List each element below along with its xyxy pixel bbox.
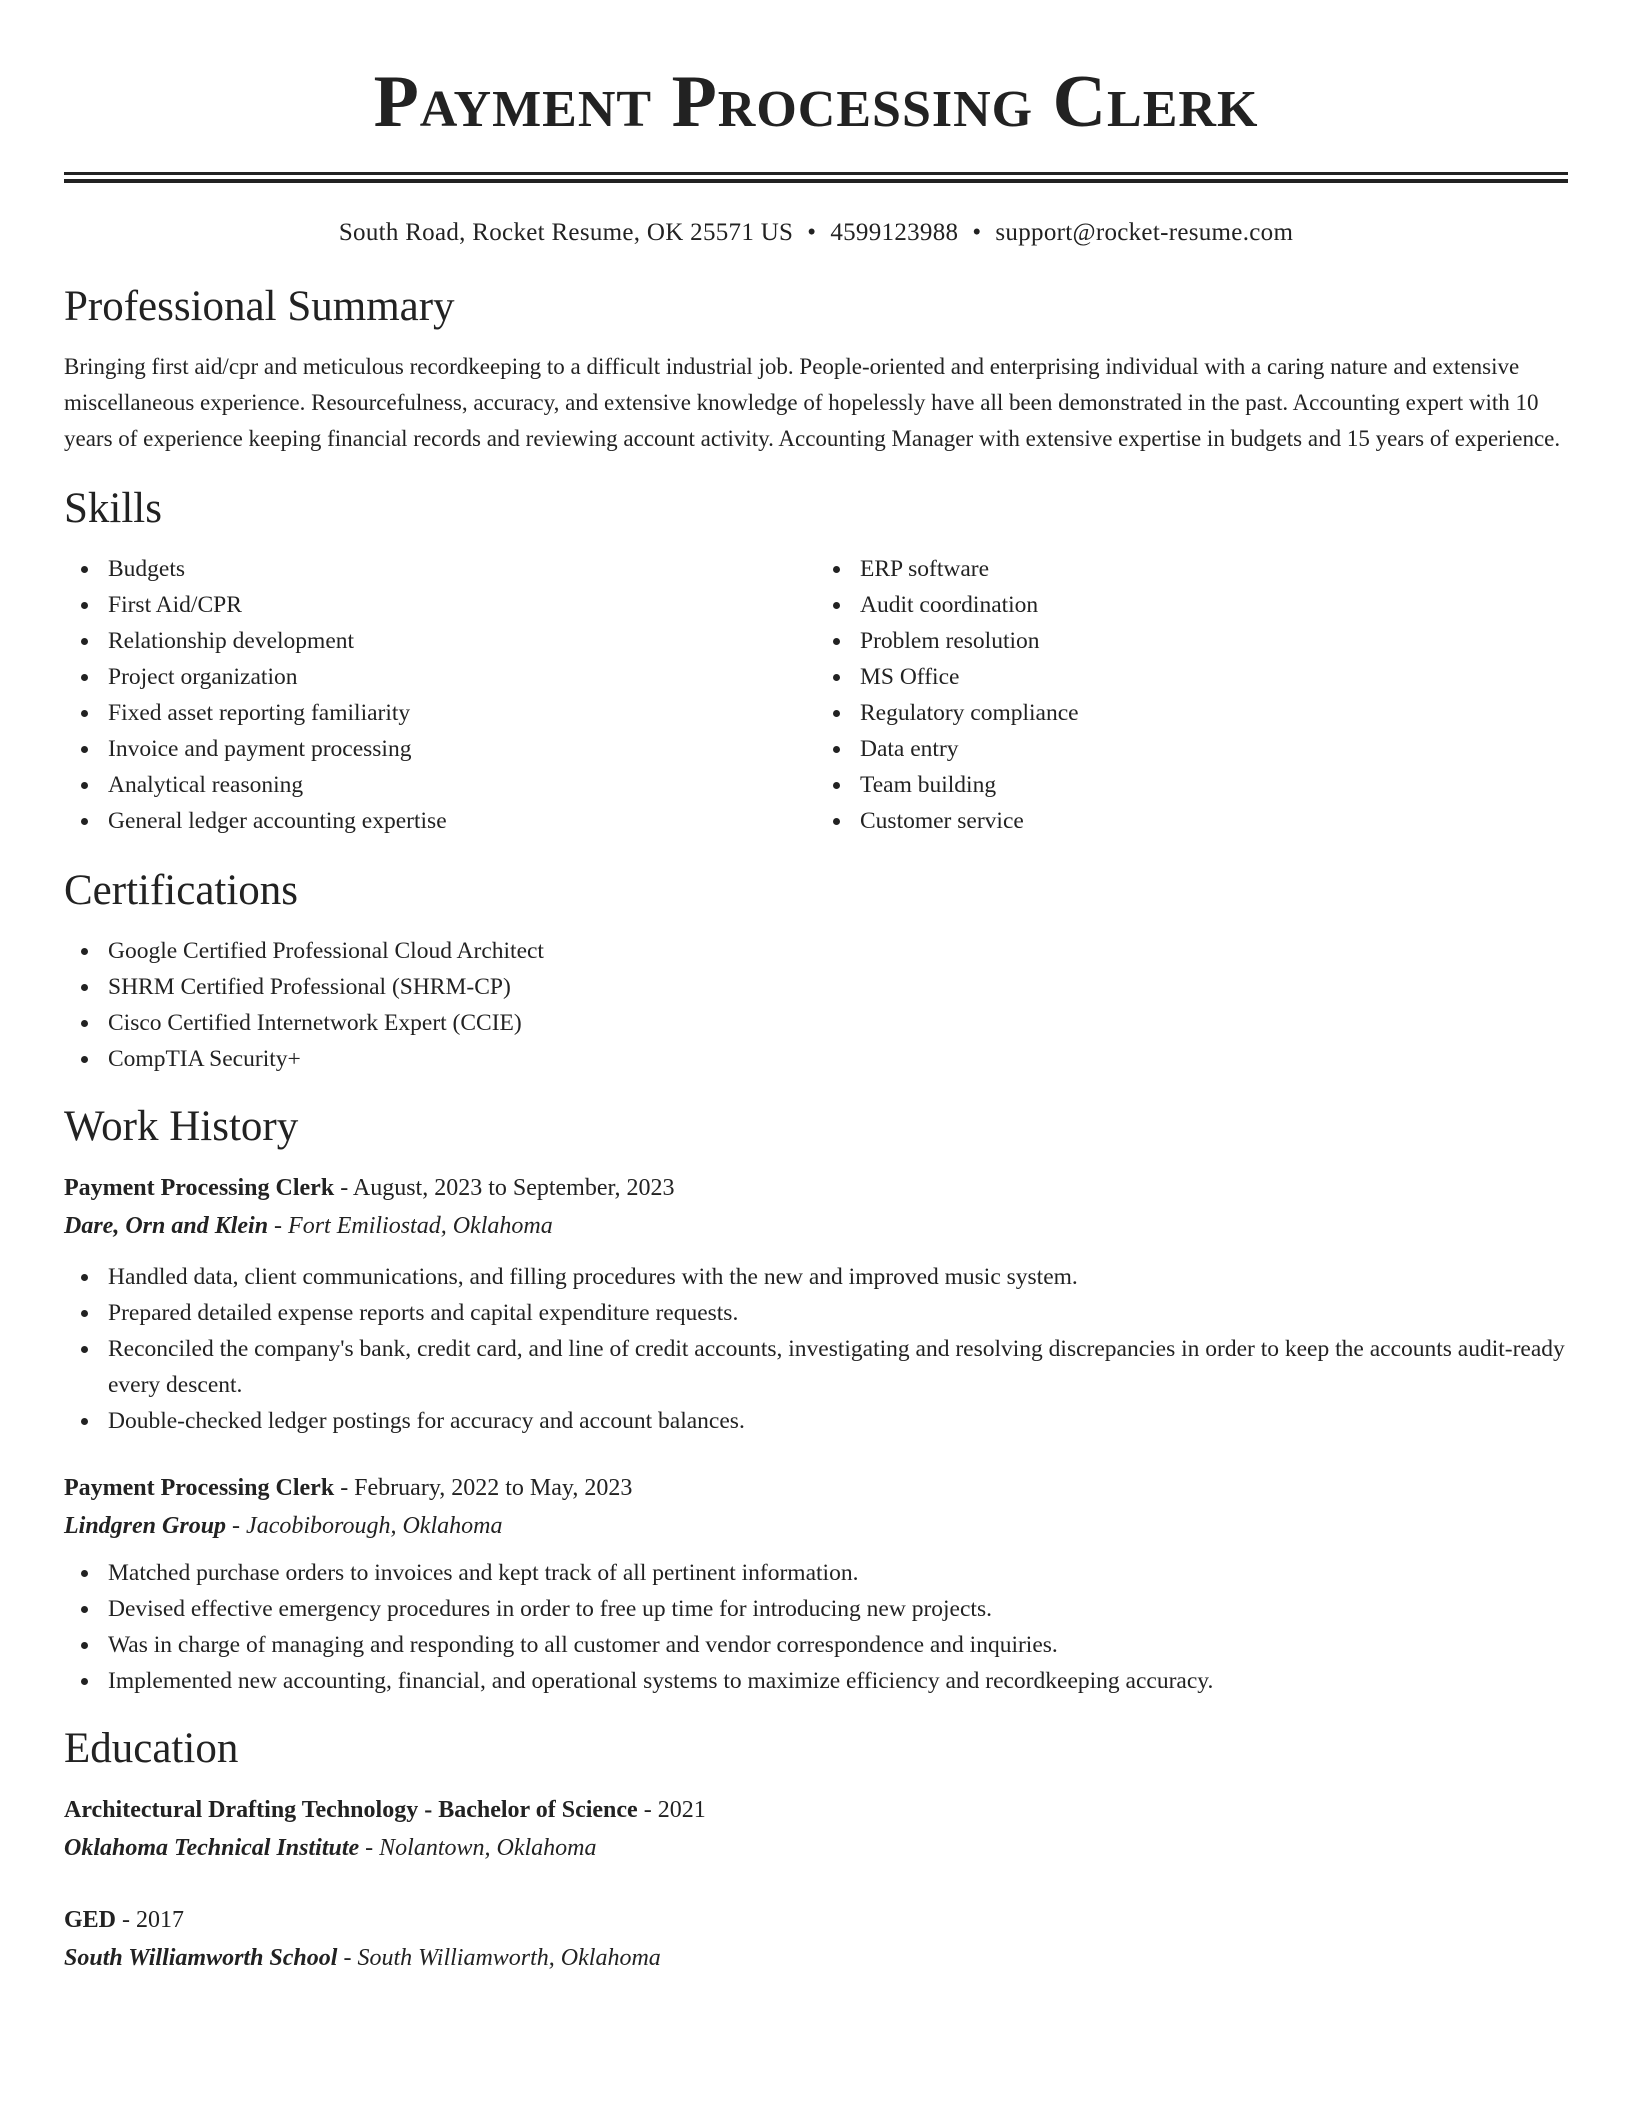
- certification-item: CompTIA Security+: [108, 1041, 1568, 1077]
- skill-item: Problem resolution: [860, 623, 1568, 659]
- job-duty: Was in charge of managing and responding to all customer and vendor correspondence and inquiries.: [108, 1627, 1568, 1663]
- skill-item: Budgets: [108, 551, 816, 587]
- skill-item: Invoice and payment processing: [108, 731, 816, 767]
- contact-separator: •: [972, 219, 982, 246]
- education-entry: [64, 1791, 1568, 1867]
- job-duties-list: [64, 1555, 1568, 1699]
- job-duty: Implemented new accounting, financial, and operational systems to maximize efficiency and recordkeeping accuracy.: [108, 1663, 1568, 1699]
- job-company-line: [64, 1207, 1568, 1245]
- job-company-line: [64, 1507, 1568, 1545]
- education-heading: Education: [64, 1725, 239, 1772]
- skill-item: Analytical reasoning: [108, 767, 816, 803]
- job-title: Payment Processing Clerk: [64, 1475, 335, 1501]
- education-year: - 2017: [116, 1907, 185, 1933]
- skill-item: Project organization: [108, 659, 816, 695]
- skills-list-right: [816, 551, 1568, 839]
- job-duty: Double-checked ledger postings for accuracy and account balances.: [108, 1403, 1568, 1439]
- education-year: - 2021: [637, 1797, 706, 1823]
- job-duty: Reconciled the company's bank, credit card, and line of credit accounts, investigating and resolving discrepancies in order to keep the accounts audit-ready every descent.: [108, 1331, 1568, 1403]
- job-title-line: [64, 1469, 1568, 1507]
- skills-grid: [64, 551, 1568, 839]
- contact-line: [64, 217, 1568, 249]
- job-location: - Jacobiborough, Oklahoma: [226, 1513, 503, 1539]
- job-entry: [64, 1469, 1568, 1699]
- certifications-list: [64, 933, 1568, 1077]
- work-history-heading: Work History: [64, 1103, 299, 1150]
- skill-item: ERP software: [860, 551, 1568, 587]
- job-duties-list: [64, 1259, 1568, 1439]
- skill-item: Team building: [860, 767, 1568, 803]
- education-degree: Architectural Drafting Technology - Bachelor of Science: [64, 1797, 638, 1823]
- certifications-heading: Certifications: [64, 867, 299, 914]
- education-location: - Nolantown, Oklahoma: [359, 1835, 597, 1861]
- education-degree: GED: [64, 1907, 117, 1933]
- job-title: Payment Processing Clerk: [64, 1175, 335, 1201]
- skill-item: Audit coordination: [860, 587, 1568, 623]
- education-degree-line: [64, 1901, 1568, 1939]
- job-dates: - February, 2022 to May, 2023: [334, 1475, 633, 1501]
- job-company: Dare, Orn and Klein: [64, 1213, 269, 1239]
- skills-heading: Skills: [64, 485, 162, 532]
- skill-item: MS Office: [860, 659, 1568, 695]
- skill-item: Fixed asset reporting familiarity: [108, 695, 816, 731]
- job-title-line: [64, 1169, 1568, 1207]
- summary-text: Bringing first aid/cpr and meticulous recordkeeping to a difficult industrial job. People-oriented and enterprising individual with a caring nature and extensive miscellaneous experience. Resourcefulness, accuracy, and extensive knowledge of hopelessly have all been demonstrated in the past. Accounting expert with 10 years of experience keeping financial records and reviewing account activity. Accounting Manager with extensive expertise in budgets and 15 years of experience.: [64, 354, 1561, 451]
- education-school: Oklahoma Technical Institute: [64, 1835, 360, 1861]
- skill-item: General ledger accounting expertise: [108, 803, 816, 839]
- job-duty: Devised effective emergency procedures in order to free up time for introducing new projects.: [108, 1591, 1568, 1627]
- certification-item: Google Certified Professional Cloud Architect: [108, 933, 1568, 969]
- skill-item: Customer service: [860, 803, 1568, 839]
- job-duty: Prepared detailed expense reports and capital expenditure requests.: [108, 1295, 1568, 1331]
- contact-address: South Road, Rocket Resume, OK 25571 US: [338, 219, 794, 246]
- skill-item: Data entry: [860, 731, 1568, 767]
- job-duty: Handled data, client communications, and filling procedures with the new and improved music system.: [108, 1259, 1568, 1295]
- contact-phone: 4599123988: [830, 219, 959, 246]
- summary-heading: Professional Summary: [64, 283, 455, 330]
- education-school-line: [64, 1939, 1568, 1977]
- contact-email: support@rocket-resume.com: [995, 219, 1294, 246]
- skill-item: Relationship development: [108, 623, 816, 659]
- skills-list-left: [64, 551, 816, 839]
- certification-item: Cisco Certified Internetwork Expert (CCIE): [108, 1005, 1568, 1041]
- job-duty: Matched purchase orders to invoices and kept track of all pertinent information.: [108, 1555, 1568, 1591]
- education-degree-line: [64, 1791, 1568, 1829]
- education-location: - South Williamworth, Oklahoma: [337, 1945, 661, 1971]
- skill-item: First Aid/CPR: [108, 587, 816, 623]
- education-school-line: [64, 1829, 1568, 1867]
- job-location: - Fort Emiliostad, Oklahoma: [268, 1213, 553, 1239]
- header-divider: [64, 172, 1568, 183]
- contact-separator: •: [807, 219, 817, 246]
- job-company: Lindgren Group: [64, 1513, 227, 1539]
- education-entry: [64, 1901, 1568, 1977]
- job-dates: - August, 2023 to September, 2023: [334, 1175, 675, 1201]
- certification-item: SHRM Certified Professional (SHRM-CP): [108, 969, 1568, 1005]
- resume-name: Payment Processing Clerk: [373, 61, 1259, 143]
- job-entry: [64, 1169, 1568, 1439]
- education-school: South Williamworth School: [64, 1945, 338, 1971]
- skill-item: Regulatory compliance: [860, 695, 1568, 731]
